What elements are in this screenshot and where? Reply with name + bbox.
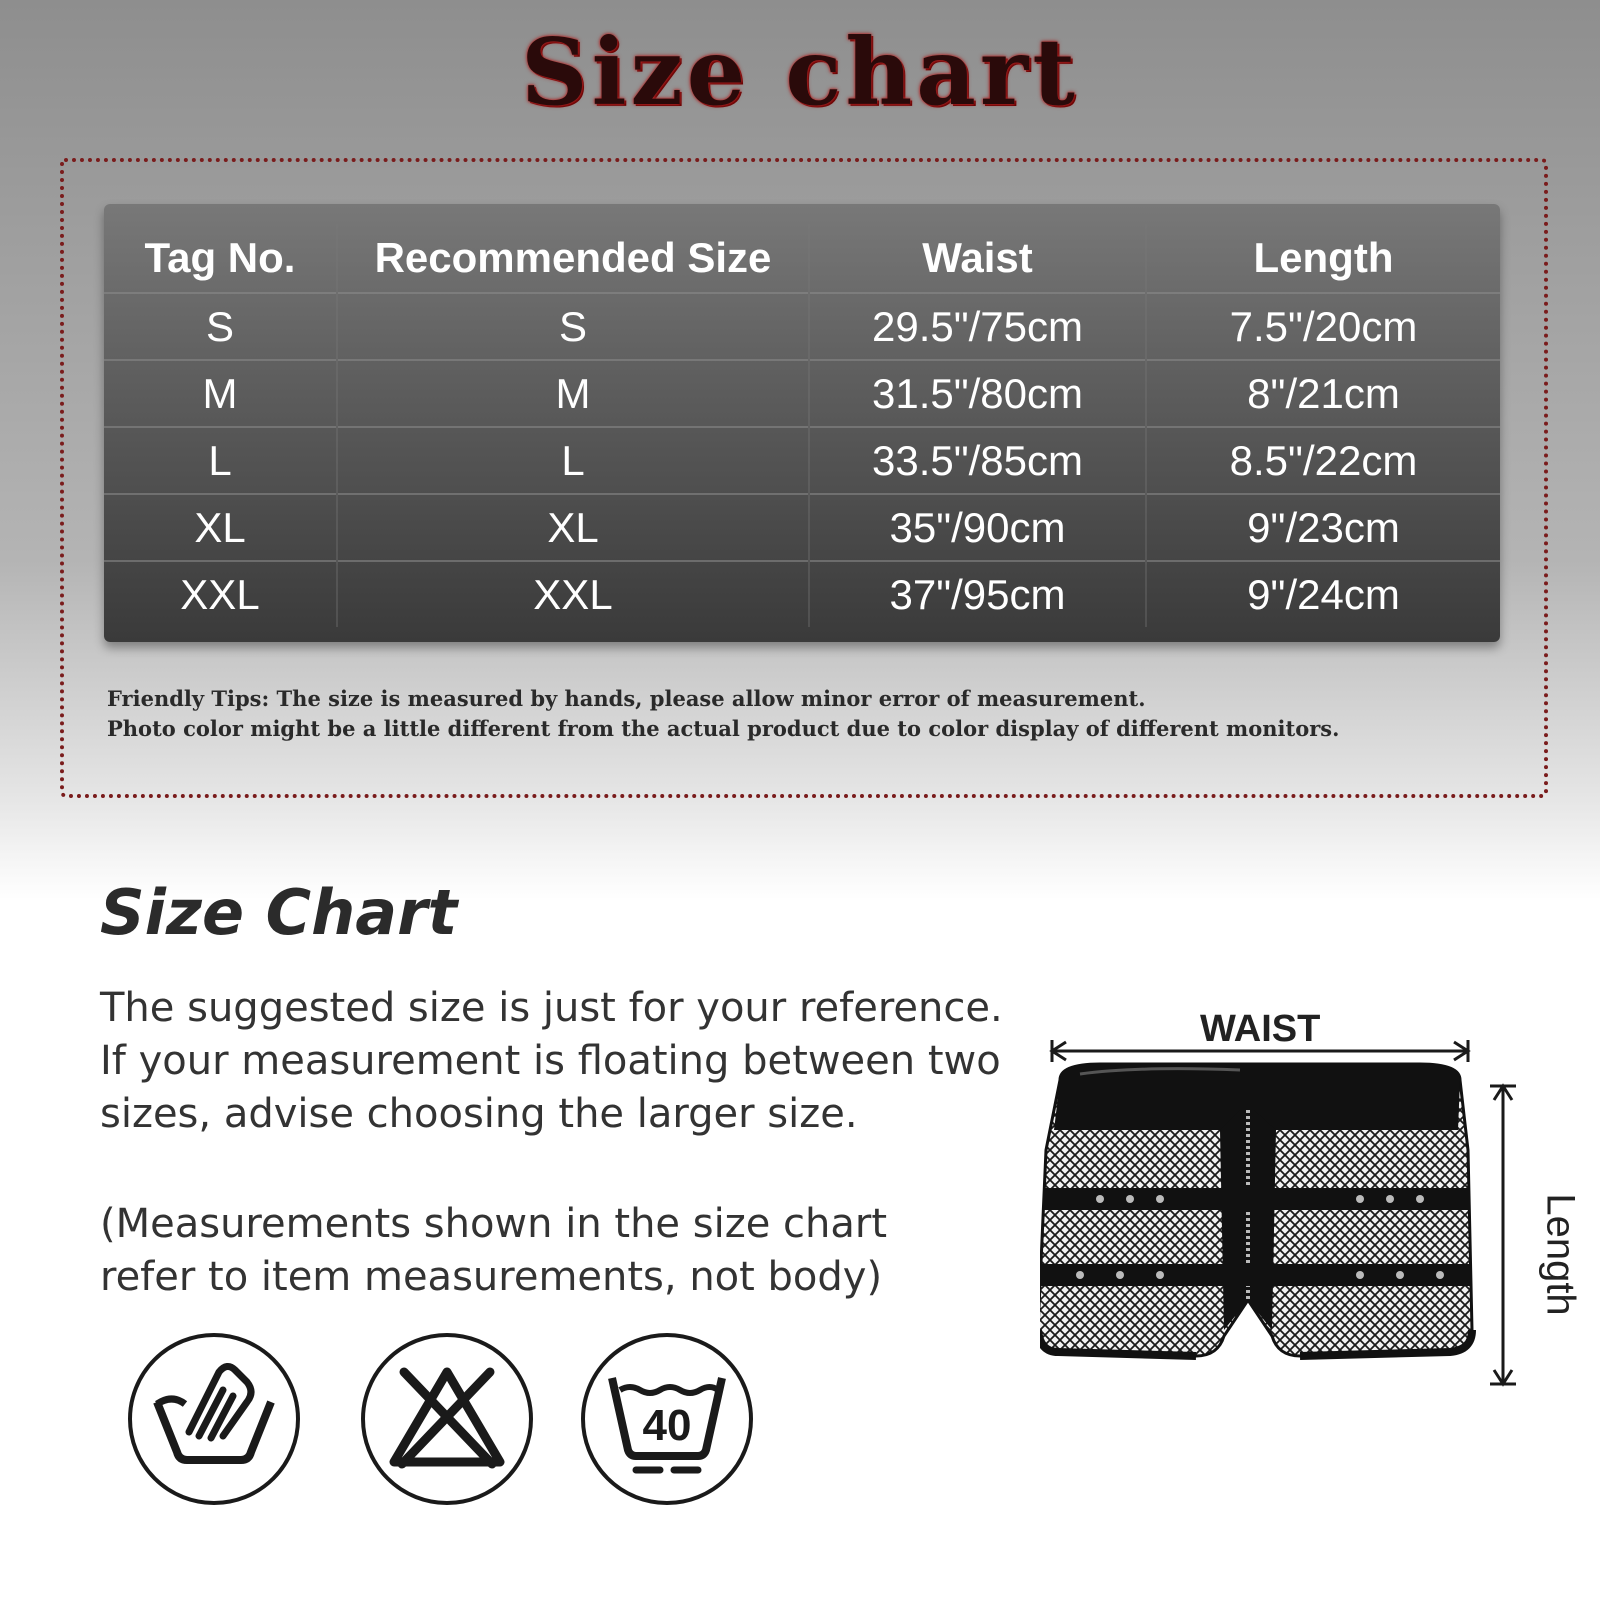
table-cell: M [104,360,337,427]
column-header: Recommended Size [337,224,809,293]
section-heading: Size Chart [100,876,458,949]
table-cell: L [104,427,337,494]
advice-line: The suggested size is just for your reference. [100,985,1003,1031]
shorts-measurement-diagram [1040,1000,1560,1400]
table-cell: XL [104,494,337,561]
table-cell: 9"/23cm [1146,494,1500,561]
size-table-panel [104,204,1500,642]
note-line: refer to item measurements, not body) [100,1254,883,1300]
tips-line: Photo color might be a little different from the actual product due to color display of different monitors. [107,716,1340,741]
table-cell: L [337,427,809,494]
length-arrow [1490,1086,1516,1384]
tips-line: Friendly Tips: The size is measured by hands, please allow minor error of measurement. [107,686,1146,711]
hand-wash-icon [127,1332,301,1506]
shorts-image [1040,1064,1472,1356]
length-label: Length [1538,1193,1583,1316]
table-cell: XXL [337,561,809,627]
table-cell: XXL [104,561,337,627]
do-not-bleach-icon [360,1332,534,1506]
wash-temperature-label: 40 [642,1401,692,1450]
table-cell: XL [337,494,809,561]
measurement-note [100,1198,887,1304]
note-line: (Measurements shown in the size chart [100,1201,888,1247]
column-header: Length [1146,224,1500,293]
table-cell: 29.5"/75cm [809,293,1146,360]
table-row [104,293,1500,360]
table-cell: 9"/24cm [1146,561,1500,627]
table-cell: 35"/90cm [809,494,1146,561]
table-cell: S [337,293,809,360]
table-cell: 8"/21cm [1146,360,1500,427]
column-header: Tag No. [144,234,296,281]
table-cell: S [104,293,337,360]
wash-40-icon [580,1332,754,1506]
waist-label: WAIST [1200,1008,1321,1050]
table-cell: M [337,360,809,427]
size-table [104,224,1500,627]
table-cell: 37"/95cm [809,561,1146,627]
table-cell: 8.5"/22cm [1146,427,1500,494]
table-cell: 7.5"/20cm [1146,293,1500,360]
table-row [104,360,1500,427]
friendly-tips [107,684,1487,744]
table-row [104,561,1500,627]
table-row [104,494,1500,561]
advice-line: If your measurement is floating between two [100,1038,1001,1084]
table-cell: 31.5"/80cm [809,360,1146,427]
size-chart-title: Size chart [521,18,1079,126]
column-header: Waist [809,224,1146,293]
table-row [104,427,1500,494]
table-cell: 33.5"/85cm [809,427,1146,494]
size-advice-text [100,982,1020,1141]
advice-line: sizes, advise choosing the larger size. [100,1091,858,1137]
table-header-row [104,224,1500,293]
